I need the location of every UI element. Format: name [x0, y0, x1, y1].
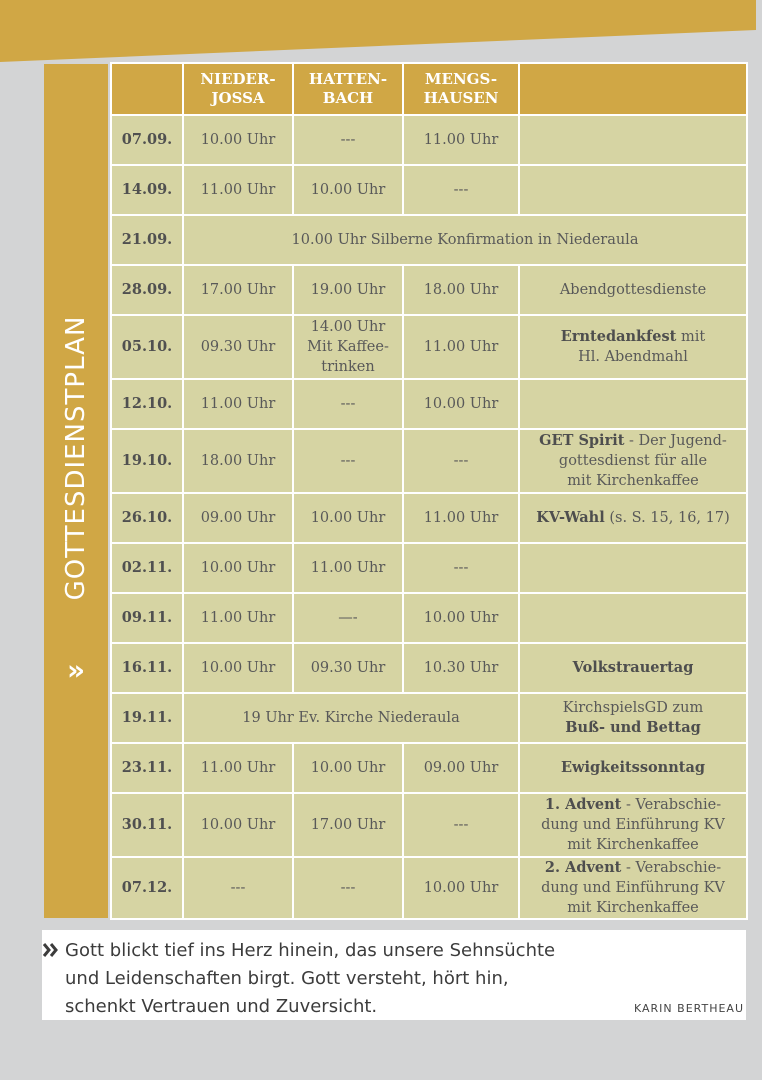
hattenbach-cell: 10.00 Uhr — [293, 165, 403, 215]
hattenbach-cell: 19.00 Uhr — [293, 265, 403, 315]
date-cell: 12.10. — [111, 379, 183, 429]
header-mengshausen: MENGS- HAUSEN — [403, 63, 519, 115]
table-row — [111, 429, 747, 493]
table-row — [111, 693, 747, 743]
date-cell: 07.09. — [111, 115, 183, 165]
hattenbach-cell: 10.00 Uhr — [293, 493, 403, 543]
hattenbach-cell: 09.30 Uhr — [293, 643, 403, 693]
niederjossa-cell: 09.00 Uhr — [183, 493, 293, 543]
note-cell: KV-Wahl (s. S. 15, 16, 17) — [519, 493, 747, 543]
service-schedule-table — [110, 62, 748, 920]
hattenbach-cell: 11.00 Uhr — [293, 543, 403, 593]
header-notes — [519, 63, 747, 115]
table-row — [111, 265, 747, 315]
niederjossa-cell: 18.00 Uhr — [183, 429, 293, 493]
quote-chevron-icon — [42, 938, 60, 962]
note-highlight: Volkstrauertag — [572, 659, 694, 676]
note-highlight: Erntedankfest — [560, 328, 677, 345]
table-row — [111, 115, 747, 165]
hattenbach-cell: 17.00 Uhr — [293, 793, 403, 857]
chevron-double-right-icon: » — [66, 653, 86, 687]
header-hattenbach: HATTEN- BACH — [293, 63, 403, 115]
hattenbach-cell: --- — [293, 115, 403, 165]
niederjossa-cell: 10.00 Uhr — [183, 543, 293, 593]
date-cell: 19.11. — [111, 693, 183, 743]
note-cell: Erntedankfest mit Hl. Abendmahl — [519, 315, 747, 379]
table-row — [111, 643, 747, 693]
mengshausen-cell: 11.00 Uhr — [403, 315, 519, 379]
date-cell: 30.11. — [111, 793, 183, 857]
date-cell: 16.11. — [111, 643, 183, 693]
niederjossa-cell: 11.00 Uhr — [183, 165, 293, 215]
date-cell: 05.10. — [111, 315, 183, 379]
niederjossa-cell: 10.00 Uhr — [183, 643, 293, 693]
table-header-row — [111, 63, 747, 115]
niederjossa-cell: 11.00 Uhr — [183, 379, 293, 429]
quote-text: Gott blickt tief ins Herz hinein, das unsere Sehnsüchte und Leidenschaften birgt. Gott versteht, hört hin, schenkt Vertrauen und Zuversicht. — [65, 940, 556, 1017]
mengshausen-cell: 10.00 Uhr — [403, 857, 519, 919]
table-row — [111, 165, 747, 215]
date-cell: 14.09. — [111, 165, 183, 215]
note-cell — [519, 165, 747, 215]
table-row — [111, 857, 747, 919]
note-cell — [519, 543, 747, 593]
date-cell: 23.11. — [111, 743, 183, 793]
note-cell: KirchspielsGD zum Buß- und Bettag — [519, 693, 747, 743]
note-cell — [519, 743, 747, 793]
table-row — [111, 743, 747, 793]
mengshausen-cell: --- — [403, 429, 519, 493]
table-row — [111, 793, 747, 857]
header-date — [111, 63, 183, 115]
mengshausen-cell: 10.00 Uhr — [403, 379, 519, 429]
mengshausen-cell: --- — [403, 165, 519, 215]
hattenbach-cell: 14.00 Uhr Mit Kaffee- trinken — [293, 315, 403, 379]
hattenbach-cell: --- — [293, 429, 403, 493]
date-cell: 02.11. — [111, 543, 183, 593]
date-cell: 28.09. — [111, 265, 183, 315]
note-cell: Abendgottesdienste — [519, 265, 747, 315]
note-cell: GET Spirit - Der Jugend- gottesdienst für alle mit Kirchenkaffee — [519, 429, 747, 493]
note-cell — [519, 115, 747, 165]
header-niederjossa: NIEDER- JOSSA — [183, 63, 293, 115]
quote-author: KARIN BERTHEAU — [633, 1002, 744, 1015]
niederjossa-cell: 09.30 Uhr — [183, 315, 293, 379]
date-cell: 09.11. — [111, 593, 183, 643]
date-cell: 21.09. — [111, 215, 183, 265]
side-title: GOTTESDIENSTPLAN — [61, 315, 91, 601]
date-cell: 07.12. — [111, 857, 183, 919]
note-highlight: GET Spirit — [539, 432, 625, 449]
note-highlight: 1. Advent — [544, 796, 622, 813]
niederjossa-cell: 10.00 Uhr — [183, 115, 293, 165]
note-cell: 1. Advent - Verabschie- dung und Einführung KV mit Kirchenkaffee — [519, 793, 747, 857]
mengshausen-cell: 09.00 Uhr — [403, 743, 519, 793]
note-cell — [519, 643, 747, 693]
table-row — [111, 543, 747, 593]
mengshausen-cell: --- — [403, 793, 519, 857]
hattenbach-cell: --- — [293, 857, 403, 919]
table-row — [111, 593, 747, 643]
quote-box — [42, 930, 746, 1020]
niederjossa-cell: 10.00 Uhr — [183, 793, 293, 857]
hattenbach-cell: —- — [293, 593, 403, 643]
event-span-cell: 10.00 Uhr Silberne Konfirmation in Niederaula — [183, 215, 747, 265]
date-cell: 19.10. — [111, 429, 183, 493]
table-row — [111, 315, 747, 379]
mengshausen-cell: --- — [403, 543, 519, 593]
niederjossa-cell: 17.00 Uhr — [183, 265, 293, 315]
note-highlight: Ewigkeitssonntag — [561, 759, 705, 776]
table-row — [111, 215, 747, 265]
table-row — [111, 379, 747, 429]
event-span-cell: 19 Uhr Ev. Kirche Niederaula — [183, 693, 519, 743]
note-highlight: 2. Advent — [544, 859, 622, 876]
hattenbach-cell: --- — [293, 379, 403, 429]
mengshausen-cell: 11.00 Uhr — [403, 115, 519, 165]
top-gold-band — [0, 0, 762, 62]
note-cell — [519, 379, 747, 429]
note-highlight: KV-Wahl — [536, 509, 605, 526]
date-cell: 26.10. — [111, 493, 183, 543]
hattenbach-cell: 10.00 Uhr — [293, 743, 403, 793]
mengshausen-cell: 18.00 Uhr — [403, 265, 519, 315]
niederjossa-cell: 11.00 Uhr — [183, 743, 293, 793]
note-highlight: Buß- und Bettag — [565, 719, 701, 736]
note-cell — [519, 593, 747, 643]
niederjossa-cell: 11.00 Uhr — [183, 593, 293, 643]
mengshausen-cell: 11.00 Uhr — [403, 493, 519, 543]
mengshausen-cell: 10.00 Uhr — [403, 593, 519, 643]
table-row — [111, 493, 747, 543]
note-cell: 2. Advent - Verabschie- dung und Einführung KV mit Kirchenkaffee — [519, 857, 747, 919]
mengshausen-cell: 10.30 Uhr — [403, 643, 519, 693]
niederjossa-cell: --- — [183, 857, 293, 919]
